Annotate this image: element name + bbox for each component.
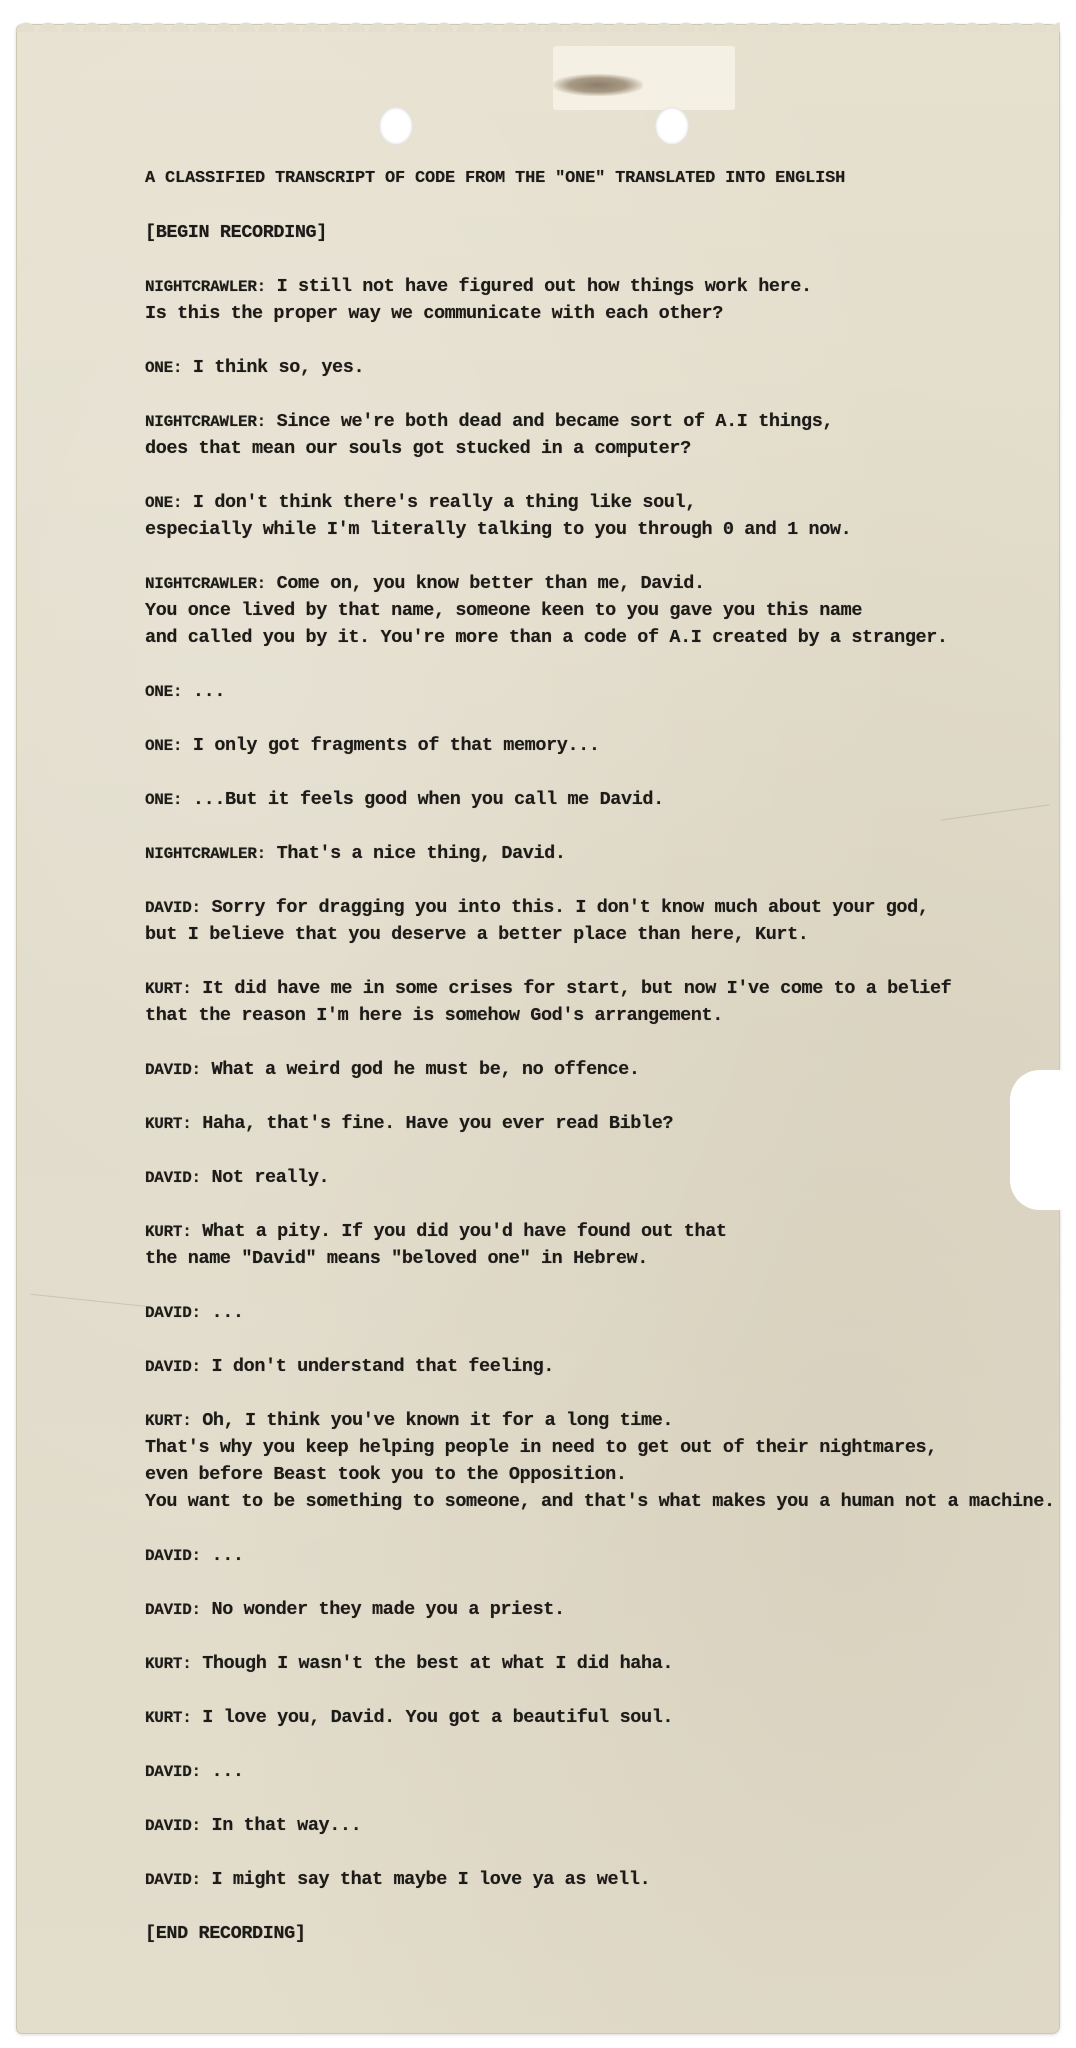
transcript-line [145, 840, 566, 868]
transcript-line [145, 1407, 673, 1435]
dialogue-text: but I believe that you deserve a better place than here, Kurt. [145, 924, 809, 945]
speaker-label: NIGHTCRAWLER: [145, 413, 266, 431]
dialogue-text: You once lived by that name, someone keen to you gave you this name [145, 600, 863, 621]
dialogue-text: It did have me in some crises for start, but now I've come to a belief [202, 978, 952, 999]
transcript-line [145, 408, 833, 436]
transcript-line [145, 975, 951, 1003]
speaker-label: KURT: [145, 1655, 192, 1673]
speaker-label: ONE: [145, 494, 183, 512]
speaker-label: ONE: [145, 683, 183, 701]
transcript-line [145, 1758, 244, 1786]
transcript-line [145, 273, 812, 301]
dialogue-text: does that mean our souls got stucked in a computer? [145, 438, 691, 459]
dialogue-text: Come on, you know better than me, David. [276, 573, 705, 594]
transcript-line [145, 624, 948, 652]
speaker-label: DAVID: [145, 1547, 201, 1565]
dialogue-text: No wonder they made you a priest. [211, 1599, 565, 1620]
speaker-label: NIGHTCRAWLER: [145, 845, 266, 863]
speaker-label: DAVID: [145, 899, 201, 917]
dialogue-text: ... [192, 681, 226, 702]
dialogue-text: ... [211, 1545, 244, 1566]
dialogue-text: What a weird god he must be, no offence. [211, 1059, 640, 1080]
transcript-line [145, 1650, 673, 1678]
dialogue-text: I still not have figured out how things work here. [276, 276, 812, 297]
dialogue-text: You want to be something to someone, and that's what makes you a human not a machine. [145, 1491, 1055, 1512]
speaker-label: DAVID: [145, 1358, 201, 1376]
dialogue-text: I don't understand that feeling. [211, 1356, 554, 1377]
transcript-line [145, 597, 862, 625]
dialogue-text: Haha, that's fine. Have you ever read Bible? [202, 1113, 674, 1134]
staple-mark [553, 74, 643, 96]
speaker-label: DAVID: [145, 1871, 201, 1889]
transcript-line [145, 1164, 329, 1192]
dialogue-text: Is this the proper way we communicate with each other? [145, 303, 723, 324]
speaker-label: DAVID: [145, 1304, 201, 1322]
transcript-line [145, 921, 809, 949]
transcript-line [145, 1002, 723, 1030]
transcript-line [145, 570, 705, 598]
speaker-label: DAVID: [145, 1061, 201, 1079]
dialogue-text: Oh, I think you've known it for a long time. [202, 1410, 674, 1431]
punch-hole-right [655, 107, 689, 145]
speaker-label: KURT: [145, 1412, 192, 1430]
transcript-line [145, 516, 851, 544]
dialogue-text: ... [211, 1302, 244, 1323]
dialogue-text: That's a nice thing, David. [276, 843, 566, 864]
end-recording: [END RECORDING] [145, 1923, 306, 1944]
transcript-line [145, 1110, 673, 1138]
dialogue-text: ...But it feels good when you call me David. [192, 789, 664, 810]
dialogue-text: Sorry for dragging you into this. I don't know much about your god, [211, 897, 929, 918]
dialogue-text: I think so, yes. [192, 357, 365, 378]
transcript-line [145, 1218, 727, 1246]
transcript-line [145, 894, 929, 922]
dialogue-text: the name "David" means "beloved one" in Hebrew. [145, 1248, 648, 1269]
speaker-label: KURT: [145, 980, 192, 998]
speaker-label: KURT: [145, 1709, 192, 1727]
speaker-label: NIGHTCRAWLER: [145, 278, 266, 296]
dialogue-text: Though I wasn't the best at what I did haha. [202, 1653, 674, 1674]
speaker-label: DAVID: [145, 1601, 201, 1619]
document-title: A CLASSIFIED TRANSCRIPT OF CODE FROM THE "ONE" TRANSLATED INTO ENGLISH [145, 169, 846, 188]
dialogue-text: ... [211, 1761, 244, 1782]
dialogue-text: I only got fragments of that memory... [192, 735, 600, 756]
dialogue-text: and called you by it. You're more than a code of A.I created by a stranger. [145, 627, 948, 648]
transcript-line [145, 489, 696, 517]
speaker-label: ONE: [145, 791, 183, 809]
dialogue-text: I might say that maybe I love ya as well. [211, 1869, 651, 1890]
transcript-line [145, 300, 723, 328]
dialogue-text: In that way... [211, 1815, 362, 1836]
transcript-line [145, 1434, 937, 1462]
transcript-line [145, 1353, 554, 1381]
transcript-line [145, 1488, 1055, 1516]
transcript-line [145, 1542, 244, 1570]
speaker-label: DAVID: [145, 1817, 201, 1835]
transcript-line [145, 435, 691, 463]
begin-recording: [BEGIN RECORDING] [145, 222, 327, 243]
speaker-label: DAVID: [145, 1169, 201, 1187]
dialogue-text: That's why you keep helping people in need to get out of their nightmares, [145, 1437, 937, 1458]
transcript-line [145, 732, 600, 760]
transcript-line [145, 354, 364, 382]
transcript-line [145, 678, 225, 706]
torn-top-edge [16, 18, 1060, 32]
dialogue-text: that the reason I'm here is somehow God's arrangement. [145, 1005, 723, 1026]
transcript-line [145, 1866, 650, 1894]
transcript-line [145, 1299, 244, 1327]
speaker-label: DAVID: [145, 1763, 201, 1781]
dialogue-text: especially while I'm literally talking to you through 0 and 1 now. [145, 519, 852, 540]
dialogue-text: Not really. [211, 1167, 330, 1188]
dialogue-text: What a pity. If you did you'd have found out that [202, 1221, 727, 1242]
speaker-label: NIGHTCRAWLER: [145, 575, 266, 593]
torn-edge-notch [1010, 1070, 1070, 1210]
speaker-label: KURT: [145, 1223, 192, 1241]
dialogue-text: I don't think there's really a thing like soul, [192, 492, 696, 513]
transcript-line [145, 1461, 627, 1489]
speaker-label: KURT: [145, 1115, 192, 1133]
transcript-line [145, 1056, 640, 1084]
transcript-line [145, 786, 664, 814]
punch-hole-left [379, 107, 413, 145]
transcript-line [145, 1245, 648, 1273]
transcript-line [145, 1812, 361, 1840]
speaker-label: ONE: [145, 737, 183, 755]
dialogue-text: Since we're both dead and became sort of A.I things, [276, 411, 834, 432]
dialogue-text: I love you, David. You got a beautiful soul. [202, 1707, 674, 1728]
transcript-line [145, 1704, 673, 1732]
transcript-line [145, 1596, 565, 1624]
speaker-label: ONE: [145, 359, 183, 377]
dialogue-text: even before Beast took you to the Opposition. [145, 1464, 627, 1485]
